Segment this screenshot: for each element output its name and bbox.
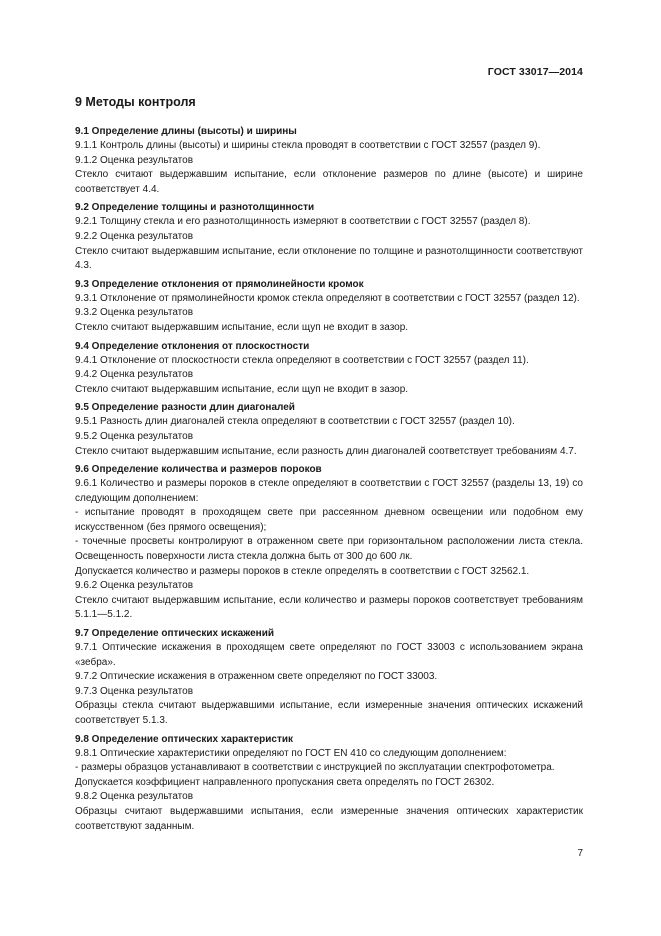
document-header: ГОСТ 33017—2014 xyxy=(487,66,583,78)
paragraph: Стекло считают выдержавшим испытание, если разность длин диагоналей соответствует требованиям 4.7. xyxy=(75,445,577,457)
section-blocks xyxy=(75,124,583,834)
paragraph: - точечные просветы контролируют в отраженном свете при горизонтальном расположении листа стекла. Освещенность поверхности листа стекла должна быть от 300 до 600 лк. xyxy=(75,536,583,563)
paragraph: 9.8.1 Оптические характеристики определяют по ГОСТ EN 410 со следующим дополнением: xyxy=(75,747,507,759)
paragraph: 9.7.2 Оптические искажения в отраженном свете определяют по ГОСТ 33003. xyxy=(75,671,438,683)
paragraph: 9.4.2 Оценка результатов xyxy=(75,369,194,381)
section-heading: 9.8 Определение оптических характеристик xyxy=(75,733,293,745)
paragraph: Стекло считают выдержавшим испытание, если отклонение размеров по длине (высоте) и ширине соответствует 4.4. xyxy=(75,169,583,195)
paragraph: 9.1.2 Оценка результатов xyxy=(75,154,194,166)
paragraph: 9.2.2 Оценка результатов xyxy=(75,230,194,242)
chapter-title: 9 Методы контроля xyxy=(75,95,196,109)
section-heading: 9.1 Определение длины (высоты) и ширины xyxy=(75,126,297,137)
paragraph: 9.3.2 Оценка результатов xyxy=(75,307,194,319)
paragraph: 9.7.3 Оценка результатов xyxy=(75,685,194,697)
paragraph: 9.8.2 Оценка результатов xyxy=(75,791,194,803)
section-heading: 9.5 Определение разности длин диагоналей xyxy=(75,402,295,414)
paragraph: - испытание проводят в проходящем свете при рассеянном дневном освещении или подобном ему искусственном (без прямого освещения); xyxy=(75,507,583,533)
paragraph: 9.4.1 Отклонение от плоскостности стекла определяют в соответствии с ГОСТ 32557 (раздел 11). xyxy=(75,354,529,366)
paragraph: Образцы стекла считают выдержавшими испытание, если измеренные значения оптических искажений соответствует 5.1.3. xyxy=(75,700,583,726)
page-number: 7 xyxy=(577,848,583,859)
paragraph: - размеры образцов устанавливают в соответствии с инструкцией по эксплуатации спектрофотометра. xyxy=(75,762,555,774)
paragraph: Стекло считают выдержавшим испытание, если количество и размеры пороков соответствует требованиям 5.1.1—5.1.2. xyxy=(75,594,583,621)
paragraph: 9.6.2 Оценка результатов xyxy=(75,580,194,592)
section-heading: 9.7 Определение оптических искажений xyxy=(75,628,274,640)
paragraph: 9.1.1 Контроль длины (высоты) и ширины стекла проводят в соответствии с ГОСТ 32557 (раздел 9). xyxy=(75,140,541,151)
paragraph: 9.3.1 Отклонение от прямолинейности кромок стекла определяют в соответствии с ГОСТ 32557 (раздел 12). xyxy=(75,292,580,304)
paragraph: Стекло считают выдержавшим испытание, если щуп не входит в зазор. xyxy=(75,321,409,333)
paragraph: Образцы считают выдержавшими испытания, если измеренные значения оптических характеристик соответствуют заданным. xyxy=(75,805,583,832)
paragraph: Стекло считают выдержавшим испытание, если щуп не входит в зазор. xyxy=(75,383,409,395)
document-body xyxy=(75,93,583,834)
section-heading: 9.4 Определение отклонения от плоскостности xyxy=(75,340,310,352)
paragraph: 9.7.1 Оптические искажения в проходящем свете определяют по ГОСТ 33003 с использованием экрана «зебра». xyxy=(75,642,583,668)
paragraph: Допускается количество и размеры пороков в стекле определять в соответствии с ГОСТ 32562.1. xyxy=(75,565,530,577)
paragraph: Стекло считают выдержавшим испытание, если отклонение по толщине и разнотолщинности соответствуют 4.3. xyxy=(75,245,583,272)
paragraph: 9.5.2 Оценка результатов xyxy=(75,430,194,442)
paragraph: 9.2.1 Толщину стекла и его разнотолщинность измеряют в соответствии с ГОСТ 32557 (раздел 8). xyxy=(75,216,531,228)
paragraph: 9.6.1 Количество и размеры пороков в стекле определяют в соответствии с ГОСТ 32557 (разделы 13, 19) со следующим дополнением: xyxy=(75,478,583,504)
paragraph: Допускается коэффициент направленного пропускания света определять по ГОСТ 26302. xyxy=(75,776,495,788)
section-heading: 9.2 Определение толщины и разнотолщинности xyxy=(75,202,315,214)
section-heading: 9.3 Определение отклонения от прямолинейности кромок xyxy=(75,278,364,290)
section-heading: 9.6 Определение количества и размеров пороков xyxy=(75,464,322,476)
paragraph: 9.5.1 Разность длин диагоналей стекла определяют в соответствии с ГОСТ 32557 (раздел 10). xyxy=(75,416,515,428)
